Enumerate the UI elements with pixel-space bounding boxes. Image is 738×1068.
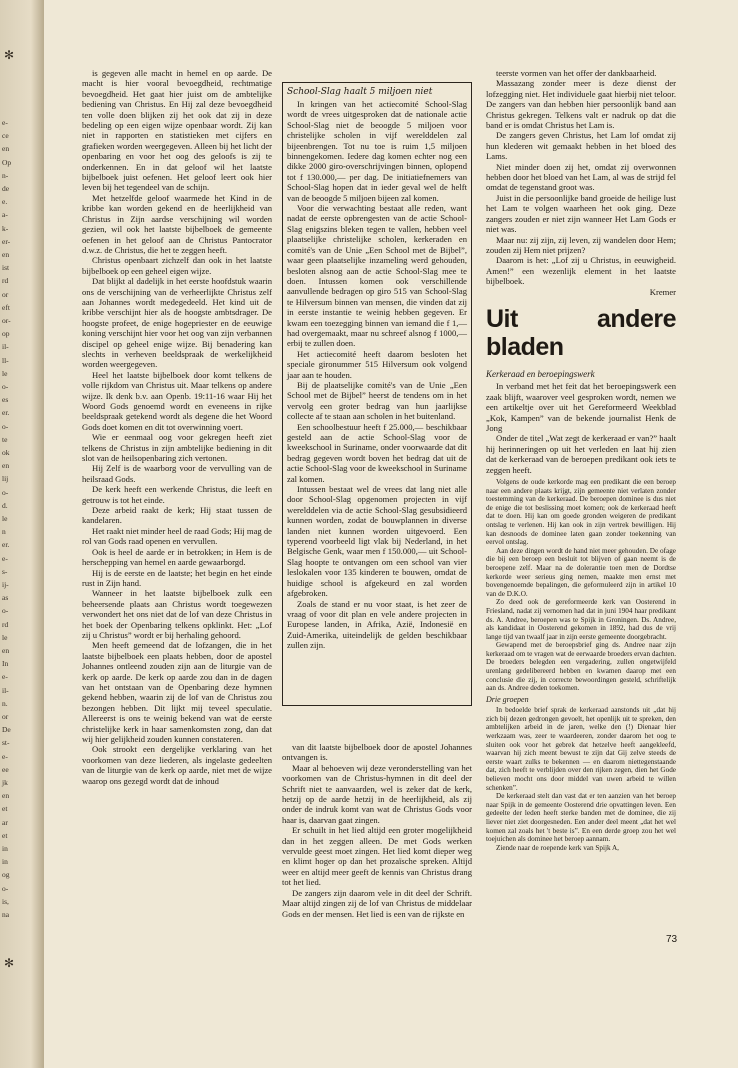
paragraph: Christus openbaart zichzelf dan ook in het laatste bijbelboek op een geheel eigen wijze. — [82, 255, 272, 276]
gutter-fragment: ll- — [2, 355, 9, 365]
gutter-fragment: o- — [2, 382, 9, 391]
paragraph: Daarom is het: „Lof zij u Christus, in eeuwigheid. Amen!” een wezenlijk element in het laatste bijbelboek. — [486, 255, 676, 287]
gutter-fragment: og — [2, 870, 10, 880]
gutter-fragment: or- — [2, 316, 11, 325]
left-page-gutter — [0, 0, 44, 1068]
gutter-fragment: is, — [2, 896, 9, 906]
gutter-fragment: or — [2, 289, 9, 299]
gutter-fragment: a- — [2, 210, 8, 220]
paragraph: Het actiecomité heeft daarom besloten het speciale gironummer 515 Hilversum ook volgend jaar aan te houden. — [287, 348, 467, 380]
gutter-fragment: e- — [2, 118, 8, 127]
gutter-fragment: en — [2, 461, 10, 471]
gutter-fragment: le — [2, 368, 8, 378]
gutter-fragment: en — [2, 646, 10, 655]
gutter-fragment: o- — [2, 606, 9, 616]
ornament-icon: ✻ — [4, 956, 15, 970]
gutter-fragment: st- — [2, 738, 10, 748]
gutter-fragment: en — [2, 791, 10, 801]
column-3-intro — [486, 381, 676, 475]
paragraph: In bedoelde brief sprak de kerkeraad aanstonds uit „dat hij zich bij dezen gedrongen gevoelt, het openlijk uit te spreken, den ambtelijken arbeid in de jaren, welke den (!) Dienaar hier werkzaam was, zeer te waardeeren, zonder daarom het oog te sluiten ook voor het gebrek dat hetzelve heeft aangekleefd, waarvan hij zich meent bewust te zijn dat Gij zelve steeds de eerste waart zulks te bekennen — en daarom niettegenstaande dat, zich heeft te verblijden over den rijken zegen, dien het Gode believen mocht ons door middel van uwen arbeid te willen schenken”. — [486, 706, 676, 792]
paragraph: Voor die verwachting bestaat alle reden, want nadat de eerste opbrengesten van de actie School-Slag enigszins bleken tegen te vallen, hebben veel plaatselijke christelijke scholen, kerkeraden en comité's van de Unie „Een School met de Bijbel”, waar geen plaatselijke inzameling werd gehouden, besloten alsnog aan de actie School-Slag mee te doen. Intussen komen ook verschillende aanvullende bedragen op giro 515 van School-Slag te Hilversum binnen van mensen, die vinden dat zij in eerste instantie te weinig hebben gegeven. Er kwam een toezegging binnen van iemand die f 1,— had overgemaakt, maar nu schreef alsnog f 1000,— erbij te zullen doen. — [287, 203, 467, 349]
paragraph: Maar al behoeven wij deze veronderstelling van het voorkomen van de Christus-hymnen in dit deel der Schrift niet te aanvaarden, wel is zeker dat de kerk, hetzij op de aarde hetzij in de heerlijkheid, als zij onder de indruk komt van wat de Christus Gods voor haar is, daarvan gaat zingen. — [282, 762, 472, 825]
paragraph: Bij de plaatselijke comité's van de Unie „Een School met de Bijbel” heerst de tendens om in het vervolg een groter bedrag van hun jaarlijkse collecte af te staan aan scholen in het buitenland. — [287, 379, 467, 422]
paragraph: Ook strookt een dergelijke verklaring van het voorkomen van deze liederen, als ingelaste gedeelten van de liturgie van de kerk op aarde, niet met de wijze waarop ons gezegd wordt dat de inhoud — [82, 744, 272, 786]
paragraph: De kerkeraad stelt dan vast dat er ten aanzien van het beroep naar Spijk in de gemeente Oosterend drie opvattingen leven. Een gedeelte der leden heeft sterke banden met de dominee, die zij liever niet ziet doorgesneden. Een ander deel meent „dat het wel komen zal zoals het 't beste is”. En een derde groep zou het wel toejuichen als dominee het beroep aannam. — [486, 792, 676, 844]
column-3-small-text — [486, 478, 676, 693]
gutter-fragment: et — [2, 830, 8, 840]
gutter-fragment: ist — [2, 263, 10, 273]
paragraph: Zo deed ook de gereformeerde kerk van Oosterend in Friesland, nadat zij vernomen had dat in juni 1904 haar predikant ds. A. Andree, beroepen was te Spijk in Groningen. Ds. Andree, als kandidaat in Oosterend gekomen in 1892, had dus de vrij lange tijd van twaalf jaar in zijn eerste gemeente doorgebracht. — [486, 598, 676, 641]
gutter-fragment: as — [2, 593, 9, 603]
gutter-fragment: le — [2, 514, 8, 523]
paragraph: De zangers geven Christus, het Lam lof omdat zij hun klederen wit gemaakt hebben in het bloed des Lams. — [486, 130, 676, 162]
paragraph: Aan deze dingen wordt de hand niet meer gehouden. De ofage die bij een beroep een besluit tot blijven of gaan neemt is de beroepene zelf. Maar na de dolerantie toen men de Dordtse kerkorde weer serieus ging nemen, maakte men ernst met bovengenoemde bepalingen, die geformuleerd zijn in artikel 10 van de D.K.O. — [486, 546, 676, 598]
gutter-fragment: De — [2, 725, 11, 735]
box-body — [287, 99, 467, 651]
paragraph: Wanneer in het laatste bijbelboek zulk een beheersende plaats aan Christus wordt toegewezen verwondert het ons niet dat de lof van deze Christus in het boek der Openbaring telkens opklinkt. Het: „Lof zij u Christus” wordt er bij herhaling gehoord. — [82, 588, 272, 640]
gutter-fragment: ok — [2, 448, 10, 457]
gutter-fragment: il- — [2, 685, 9, 695]
gutter-fragment: e- — [2, 672, 8, 682]
gutter-fragment: il- — [2, 342, 9, 352]
paragraph: De kerk heeft een werkende Christus, die leeft en getrouw is tot het einde. — [82, 484, 272, 505]
paragraph: Men heeft gemeend dat de lofzangen, die in het laatste bijbelboek een plaats hebben, door de apostel Johannes ontleend zouden zijn aan de liturgie van de kerk op aarde. De kerk op aarde zou dan in de dagen van het ontstaan van de Openbaring deze hymnen gekend hebben, waarin zij de lof van de Christus zou bezongen hebben. Dit lijkt mij teveel speculatie. Allereerst is ons te weinig bekend van wat de eerste christelijke kerk in haar samenkomsten zong, dan dat wij hier gelijkheid zouden kunnen constateren. — [82, 640, 272, 744]
gutter-fragment: n. — [2, 698, 8, 708]
paragraph: Zoals de stand er nu voor staat, is het zeer de vraag of voor dit plan en vele andere projecten in Europese landen, in Afrika, Azië, Indonesië en Zuid-Amerika, uiteindelijk de gelden beschikbaar zullen zijn. — [287, 598, 467, 651]
gutter-fragment: er. — [2, 408, 10, 418]
gutter-fragment: en — [2, 144, 10, 154]
column-2-lower — [282, 742, 472, 919]
gutter-fragment: en — [2, 250, 10, 259]
small-sub-heading: Drie groepen — [486, 694, 529, 704]
gutter-fragment: na — [2, 910, 10, 919]
column-3 — [486, 68, 676, 852]
gutter-fragment: k- — [2, 223, 9, 233]
gutter-fragment: rd — [2, 619, 9, 629]
paragraph: Hij is de eerste en de laatste; het begin en het einde rust in Zijn hand. — [82, 567, 272, 588]
paragraph: van dit laatste bijbelboek door de apostel Johannes ontvangen is. — [282, 742, 472, 763]
paragraph: Onder de titel „Wat zegt de kerkeraad er van?” haalt hij herinneringen op uit het verleden en laat hij zien dat de kerkeraad van de beroepen predikant ook iets te zeggen heeft. — [486, 433, 676, 475]
gutter-fragment: jk — [2, 778, 8, 787]
gutter-fragment: es — [2, 395, 9, 405]
paragraph: Dat blijkt al dadelijk in het eerste hoofdstuk waarin ons de verschijning van de verheerlijkte Christus zelf aan Johannes wordt medegedeeld. Het kind uit de kribbe verschijnt hier als de hoogste ambtsdrager. De hoogste profeet, de enige hogepriester en de eeuwige koning verschijnt hier voor het oog van zijn verbannen discipel op geheel enige wijze. Bij benadering kan slechts in verheven beeldspraak de werkelijkheid worden weergegeven. — [82, 276, 272, 370]
gutter-fragment: In — [2, 659, 9, 669]
paragraph: Massazang zonder meer is deze dienst der lofzegging niet. Het individuele gaat hierbij niet teloor. De zangers van dan hebben hier persoonlijk band aan Christus gekregen. Telkens valt er nadruk op dat die band er is omdat Christus het Lam is. — [486, 78, 676, 131]
paragraph: Niet minder doen zij het, omdat zij overwonnen hebben door het bloed van het Lam, al was de strijd fel omdat de tegenstand groot was. — [486, 161, 676, 193]
gutter-fragment: e- — [2, 751, 8, 761]
page-number: 73 — [666, 934, 678, 945]
gutter-fragment: ee — [2, 764, 9, 774]
news-box — [282, 82, 472, 706]
paragraph: Er schuilt in het lied altijd een groter mogelijkheid dan in het zeggen alleen. De met Gods werken vervulde geest moet zingen. Het lied komt dieper weg en klimt hoger op dan het prozaïsche spreken. Altijd weer en altijd meer geeft de kennis van Christus drang tot het lied. — [282, 825, 472, 888]
gutter-fragment: eft — [2, 302, 10, 312]
ornament-icon: ✻ — [4, 48, 15, 62]
paragraph: In verband met het feit dat het beroepingswerk een zaak blijft, waarover veel gesproken wordt, nemen we een artikeltje over uit het Gereformeerd Weekblad „Kok, Kampen” van de bekende journalist Henk de Jong — [486, 381, 676, 433]
paragraph: Wie er eenmaal oog voor gekregen heeft ziet telkens de Christus in zijn ambtelijke bediening in dit slot van de heilsopenbaring zich vertonen. — [82, 432, 272, 464]
gutter-fragment: Op — [2, 157, 12, 167]
gutter-fragment: o- — [2, 883, 9, 893]
gutter-fragment: le — [2, 632, 8, 642]
gutter-fragment: ij- — [2, 580, 9, 589]
paragraph: teerste vormen van het offer der dankbaarheid. — [496, 68, 657, 78]
box-heading: School-Slag haalt 5 miljoen niet — [287, 87, 433, 97]
paragraph: Ziende naar de roepende kerk van Spijk A, — [496, 843, 619, 852]
paragraph: Intussen bestaat wel de vrees dat lang niet alle door School-Slag opgenomen projecten in vijf werelddelen via de actie School-Slag gesubsidieerd kunnen worden, zodat de bouwplannen in diverse landen niet kunnen worden uitgevoerd. Een typerend voorbeeld ligt vlak bij Nederland, in het Belgische Genk, waar men f 150.000,— uit School-Slag hoopte te ontvangen om een school van vier leslokalen voor 135 kinderen te bouwen, omdat de huidige school is afgekeurd en zal worden afgebroken. — [287, 484, 467, 599]
gutter-fragment: lij — [2, 474, 9, 484]
gutter-fragment: o- — [2, 487, 9, 497]
gutter-fragment: ar — [2, 817, 8, 827]
signature: Kremer — [649, 286, 676, 297]
paragraph: Met hetzelfde geloof waarmede het Kind in de kribbe kan worden gekend en de heerlijkheid van Christus in Zijn aardse verschijning wil worden gezien, wil ook het laatste bijbelboek de gemeente oefenen in het geloof aan de Christus Pantocrator d.w.z. de Christus, die het te zeggen heeft. — [82, 192, 272, 255]
paragraph: Hij Zelf is de waarborg voor de vervulling van de heilsraad Gods. — [82, 463, 272, 484]
section-title: Uit andere bladen — [486, 304, 676, 361]
gutter-fragment: ce — [2, 131, 9, 141]
paragraph: In kringen van het actiecomité School-Slag wordt de vrees uitgesproken dat de nationale actie School-Slag niet de beoogde 5 miljoen voor christelijke scholen in vijf werelddelen zal bijeenbrengen. Tot nu toe is ruim 1,5 miljoen binnengekomen. Iedere dag komen echter nog een dikke 2000 giro-overschrijvingen binnen, oplopend tot f 130.000,— per dag. De initiatiefnemers van School-Slag hopen dat in ieder geval wel de helft van de beoogde 5 miljoen bijeen zal komen. — [287, 99, 467, 203]
gutter-fragment: et — [2, 804, 8, 814]
gutter-fragment: o- — [2, 421, 9, 431]
gutter-fragment: e. — [2, 197, 8, 207]
paragraph: De zangers zijn daarom vele in dit deel der Schrift. Maar altijd zingen zij de lof van Christus de middelaar Gods en der mensen. Het lied is een van de rijkste en — [282, 887, 472, 919]
gutter-fragment: in — [2, 857, 8, 867]
paragraph: Maar nu: zij zijn, zij leven, zij wandelen door Hem; zouden zij Hem niet prijzen? — [486, 234, 676, 255]
paragraph: is gegeven alle macht in hemel en op aarde. De macht is hier vooral bevoegdheid, rechtmatige bevoegdheid. Het gaat hier juist om de ambtelijke bediening van Christus. En Hij zal deze bevoegdheid ten volle doen blijken zij het ook dat zij in deze bedeling op een eigen wijze openbaar wordt. Zij kan niet in rapporten en statistieken met cijfers en grafieken worden weergegeven. Alleen bij het licht der openbaring en voor het oog des geloofs is zij te onderkennen. En in dat geloof wil het laatste bijbelboek juist oefenen. Het geloof leert ook hier leven bij het tegendeel van de schijn. — [82, 68, 272, 193]
paragraph: Juist in die persoonlijke band groeide de heilige lust het Lam te volgen waarheen het ook ging. Deze zangers zouden er niet zijn wanneer Het Lam Gods er niet was. — [486, 192, 676, 235]
gutter-fragment: n- — [2, 170, 9, 180]
gutter-fragment: rd — [2, 276, 9, 286]
paragraph: Het raakt niet minder heel de raad Gods; Hij mag de rol van Gods raad openen en vervullen. — [82, 525, 272, 547]
gutter-fragment: s- — [2, 566, 8, 576]
gutter-fragment: e- — [2, 553, 8, 563]
paragraph: Heel het laatste bijbelboek door komt telkens de volle rijkdom van Christus uit. Maar telkens op andere wijze. Ik denk b.v. aan Openb. 19:11-16 waar Hij het Woord Gods genoemd wordt en eveneens in rijke beeldspraak getekend wordt als degene die het Woord Gods doet komen en dit tot overwinning voert. — [82, 369, 272, 432]
paragraph: Een schoolbestuur heeft f 25.000,— beschikbaar gesteld aan de actie School-Slag voor de kweekschool in Suriname, onder voorwaarde dat dit bedrag gegeven wordt boven het bedrag dat uit de actie School-Slag voor de kweekschool in Suriname zal komen. — [287, 421, 467, 484]
gutter-fragment: te — [2, 434, 8, 444]
gutter-fragment: er. — [2, 540, 10, 550]
column-1 — [82, 68, 272, 786]
paragraph: Ook is heel de aarde er in betrokken; in Hem is de herschepping van hemel en aarde gewaarborgd. — [82, 546, 272, 568]
paragraph: Deze arbeid raakt de kerk; Hij staat tussen de kandelaren. — [82, 505, 272, 526]
column-3-top — [486, 68, 676, 287]
sub-heading: Kerkeraad en beroepingswerk — [486, 368, 595, 379]
column-3-small-text-2 — [486, 706, 676, 852]
gutter-fragment: n — [2, 527, 6, 537]
paragraph: Volgens de oude kerkorde mag een predikant die een beroep naar een andere plaats krijgt, zijn gemeente niet verlaten zonder toestemming van de kerkeraad. De beroepen dominee is dus niet de enige die tot beslissing moet komen; ook de kerkeraad heeft dat te doen. Hij kan om goede gronden weigeren de predikant ontslag te verlenen. Hij kan ook in zijn vertrek bewilligen. Hij kan desnoods de dominee laten gaan zonder toekenning van eervol ontslag. — [486, 478, 676, 547]
gutter-fragment: in — [2, 844, 8, 853]
gutter-fragment: or — [2, 712, 9, 721]
paragraph: Gewapend met de beroepsbrief ging ds. Andree naar zijn kerkeraad om te vragen wat de eerwaarde broeders ervan dachten. De broeders belegden een vergadering, zullen ongetwijfeld urenlang gedelibereerd hebben en kwamen daarop met een conclusie die zij, in correcte bewoordingen gesteld, schriftelijk aan ds. Andree deden toekomen. — [486, 641, 676, 693]
gutter-fragment: de — [2, 184, 10, 193]
gutter-fragment: er- — [2, 236, 11, 246]
gutter-fragment: op — [2, 329, 10, 339]
gutter-fragment: d. — [2, 500, 8, 510]
